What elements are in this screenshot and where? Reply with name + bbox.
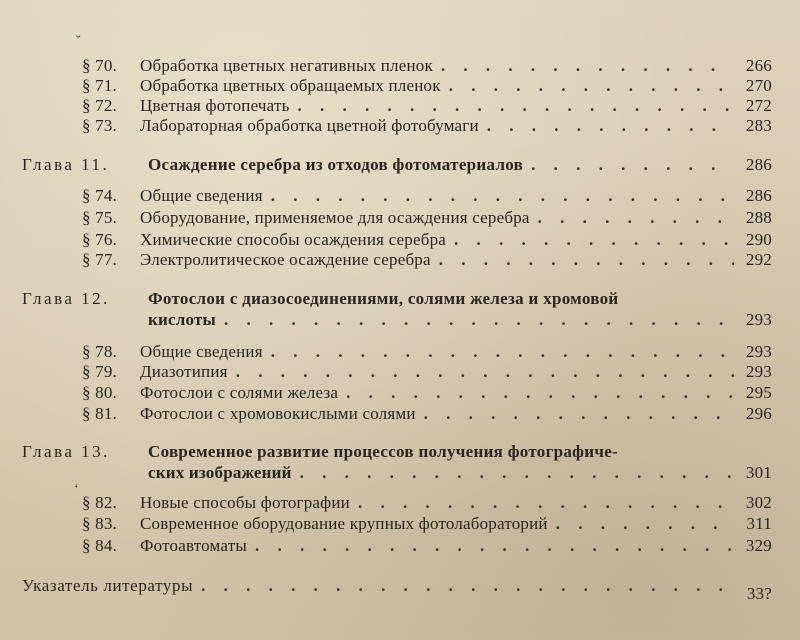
dot-leader <box>346 383 734 403</box>
toc-entry-72 <box>82 96 772 116</box>
section-title: Обработка цветных обращаемых пленок <box>140 76 441 95</box>
dot-leader <box>236 362 734 382</box>
section-title: Химические способы осаждения серебра <box>140 230 447 249</box>
toc-entry-83 <box>82 514 772 534</box>
dot-leader <box>224 310 734 330</box>
section-title: Диазотипия <box>140 362 228 381</box>
dot-leader <box>439 250 734 270</box>
toc-entry-70 <box>82 56 772 76</box>
page-number: 288 <box>745 208 772 227</box>
page-number: 293 <box>745 362 772 381</box>
chapter-title-line1: Современное развитие процессов получения фотографиче- <box>148 442 619 461</box>
section-number: § 76. <box>82 230 117 249</box>
page-number: 292 <box>745 250 772 269</box>
section-number: § 77. <box>82 250 117 269</box>
toc-entry-78 <box>82 342 772 362</box>
toc-entry-74 <box>82 186 772 206</box>
toc-chapter-13-cont <box>148 463 772 483</box>
section-number: § 78. <box>82 342 117 361</box>
toc-bibliography <box>22 576 772 603</box>
section-title: Электролитическое осаждение серебра <box>140 250 431 269</box>
section-number: § 74. <box>82 186 117 205</box>
section-title: Современное оборудование крупных фотолабораторий <box>140 514 548 533</box>
dot-leader <box>454 230 734 250</box>
section-number: § 72. <box>82 96 117 115</box>
chapter-title-line2: кислоты <box>148 310 216 329</box>
chapter-number: Глава 11. <box>22 155 110 174</box>
page-number: 283 <box>745 116 772 135</box>
section-number: § 70. <box>82 56 117 75</box>
dot-leader <box>487 116 734 136</box>
pencil-mark: ˘ <box>76 34 81 49</box>
dot-leader <box>271 342 734 362</box>
toc-chapter-12 <box>22 289 772 309</box>
dot-leader <box>298 96 734 116</box>
toc-entry-84 <box>82 536 772 556</box>
section-title: Фотоавтоматы <box>140 536 247 555</box>
toc-entry-76 <box>82 230 772 250</box>
dot-leader <box>449 76 734 96</box>
page-number: 302 <box>745 493 772 512</box>
section-number: § 80. <box>82 383 117 402</box>
section-title: Обработка цветных негативных пленок <box>140 56 433 75</box>
toc-entry-73 <box>82 116 772 136</box>
section-title: Оборудование, применяемое для осаждения серебра <box>140 208 530 227</box>
chapter-number: Глава 13. <box>22 442 110 461</box>
page-number: 272 <box>745 96 772 115</box>
page-number: 301 <box>745 463 772 482</box>
page-number: 295 <box>745 383 772 402</box>
dot-leader <box>441 56 734 76</box>
section-title: Общие сведения <box>140 186 263 205</box>
section-number: § 71. <box>82 76 117 95</box>
section-number: § 73. <box>82 116 117 135</box>
toc-chapter-12-cont <box>148 310 772 330</box>
toc-entry-82 <box>82 493 772 513</box>
section-number: § 82. <box>82 493 117 512</box>
section-number: § 79. <box>82 362 117 381</box>
pencil-mark: ʻ <box>74 482 79 497</box>
section-title: Цветная фотопечать <box>140 96 290 115</box>
toc-chapter-13 <box>22 442 772 462</box>
section-number: § 83. <box>82 514 117 533</box>
section-number: § 81. <box>82 404 117 423</box>
toc-entry-71 <box>82 76 772 96</box>
dot-leader <box>424 404 734 424</box>
dot-leader <box>556 514 734 534</box>
dot-leader <box>358 493 734 513</box>
toc-entry-79 <box>82 362 772 382</box>
page-number: 290 <box>745 230 772 249</box>
page-number: 266 <box>745 56 772 75</box>
toc-entry-81 <box>82 404 772 424</box>
page-number: 311 <box>746 514 772 533</box>
page-number: 329 <box>745 536 772 555</box>
section-title: Фотослои с солями железа <box>140 383 339 402</box>
page-number: 293 <box>745 342 772 361</box>
page-number: 33? <box>746 584 772 603</box>
toc-entry-77 <box>82 250 772 270</box>
toc-entry-80 <box>82 383 772 403</box>
dot-leader <box>201 576 734 596</box>
dot-leader <box>271 186 734 206</box>
dot-leader <box>538 208 734 228</box>
chapter-title-line2: ских изображений <box>148 463 292 482</box>
page-number: 270 <box>745 76 772 95</box>
chapter-number: Глава 12. <box>22 289 110 308</box>
page-number: 286 <box>745 186 772 205</box>
dot-leader <box>300 463 734 483</box>
chapter-title: Осаждение серебра из отходов фотоматериалов <box>148 155 524 174</box>
section-title: Общие сведения <box>140 342 263 361</box>
dot-leader <box>531 155 734 175</box>
toc-chapter-11 <box>22 155 772 175</box>
chapter-title-line1: Фотослои с диазосоединениями, солями железа и хромовой <box>148 289 619 308</box>
page-number: 286 <box>745 155 772 174</box>
dot-leader <box>255 536 734 556</box>
page-number: 296 <box>745 404 772 423</box>
section-number: § 84. <box>82 536 117 555</box>
toc-entry-75 <box>82 208 772 228</box>
section-title: Новые способы фотографии <box>140 493 350 512</box>
section-title: Фотослои с хромовокислыми солями <box>140 404 416 423</box>
bibliography-title: Указатель литературы <box>22 576 194 595</box>
page-number: 293 <box>745 310 772 329</box>
section-number: § 75. <box>82 208 117 227</box>
section-title: Лабораторная обработка цветной фотобумаги <box>140 116 479 135</box>
